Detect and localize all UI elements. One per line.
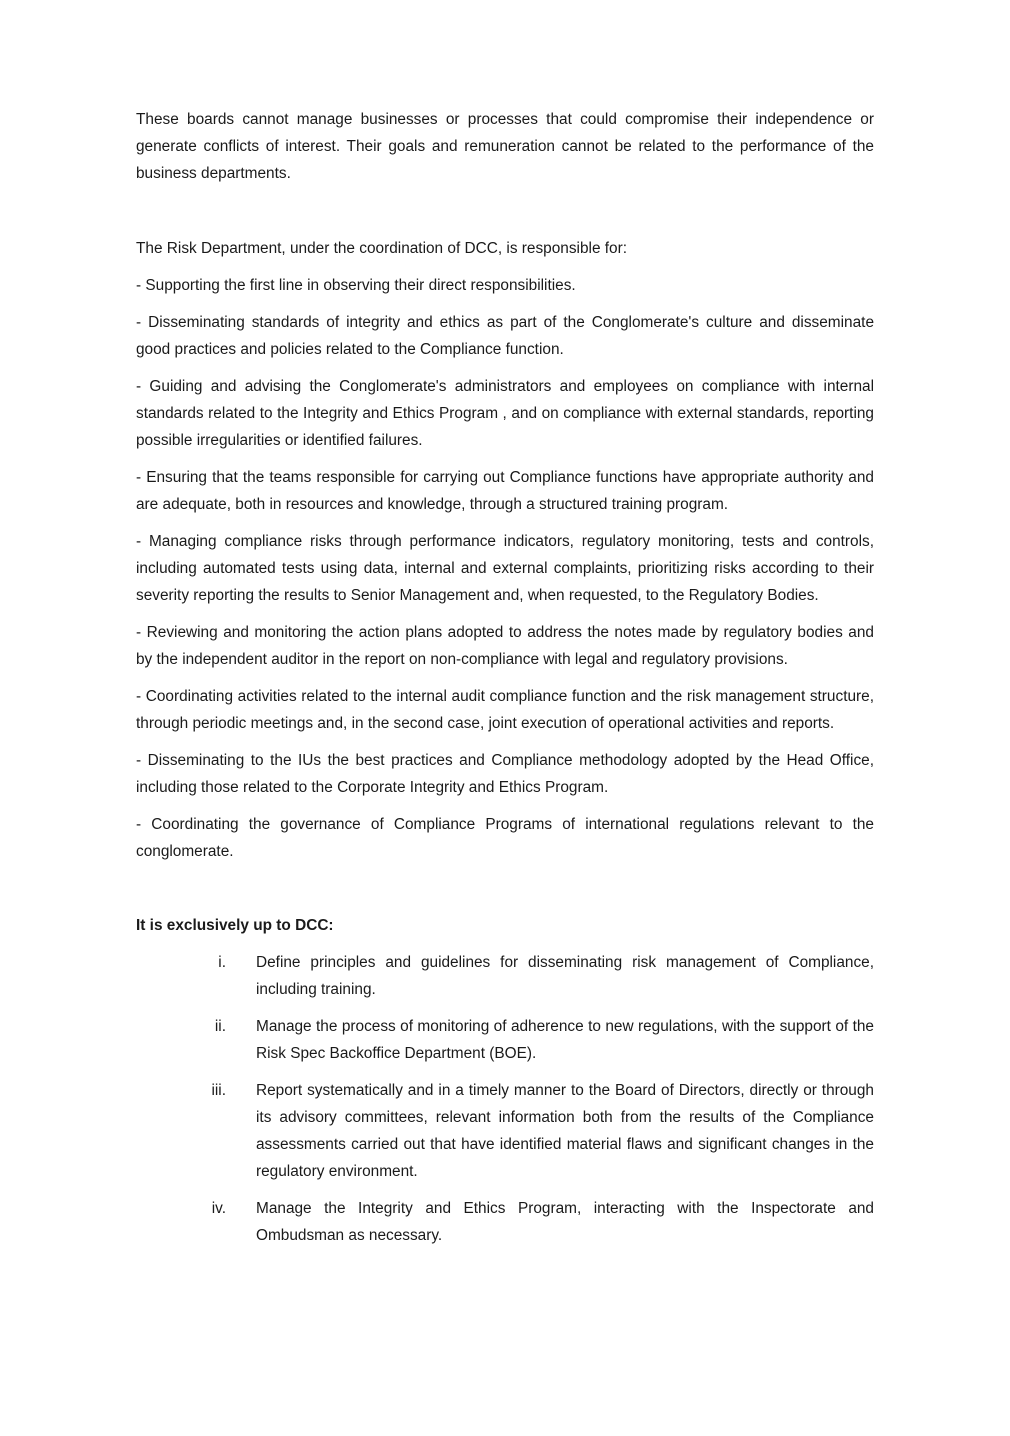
responsibilities-list — [136, 272, 874, 865]
responsibility-item: - Ensuring that the teams responsible for carrying out Compliance functions have appropriate authority and are adequate, both in resources and knowledge, through a structured training program. — [136, 469, 874, 513]
dcc-numbered-list — [136, 949, 874, 1249]
dcc-list-item — [136, 1013, 874, 1067]
list-marker: iv. — [211, 1200, 226, 1217]
dcc-list-item — [136, 1077, 874, 1185]
list-item-text: Define principles and guidelines for disseminating risk management of Compliance, including training. — [256, 954, 874, 998]
list-item-text: Manage the process of monitoring of adherence to new regulations, with the support of the Risk Spec Backoffice Department (BOE). — [256, 1018, 874, 1062]
list-marker: iii. — [211, 1082, 226, 1099]
dcc-list-item — [136, 1195, 874, 1249]
responsibility-item: - Guiding and advising the Conglomerate's administrators and employees on compliance with internal standards related to the Integrity and Ethics Program , and on compliance with external standards, reporting possible irregularities or identified failures. — [136, 378, 874, 449]
responsibility-item: - Disseminating to the IUs the best practices and Compliance methodology adopted by the Head Office, including those related to the Corporate Integrity and Ethics Program. — [136, 752, 874, 796]
responsibility-item: - Reviewing and monitoring the action plans adopted to address the notes made by regulatory bodies and by the independent auditor in the report on non-compliance with legal and regulatory provisions. — [136, 624, 874, 668]
list-marker: ii. — [214, 1018, 226, 1035]
responsibility-item: - Coordinating activities related to the internal audit compliance function and the risk management structure, through periodic meetings and, in the second case, joint execution of operational activities and reports. — [136, 688, 874, 732]
responsibility-item: - Supporting the first line in observing their direct responsibilities. — [136, 277, 576, 294]
dcc-list-item — [136, 949, 874, 1003]
list-item-text: Manage the Integrity and Ethics Program, interacting with the Inspectorate and Ombudsman as necessary. — [256, 1200, 874, 1244]
responsibility-item: - Managing compliance risks through performance indicators, regulatory monitoring, tests and controls, including automated tests using data, internal and external complaints, prioritizing risks according to their severity reporting the results to Senior Management and, when requested, to the Regulatory Bodies. — [136, 533, 874, 604]
responsibility-item: - Disseminating standards of integrity and ethics as part of the Conglomerate's culture and disseminate good practices and policies related to the Compliance function. — [136, 314, 874, 358]
intro-paragraph: These boards cannot manage businesses or processes that could compromise their independence or generate conflicts of interest. Their goals and remuneration cannot be related to the performance of the business departments. — [136, 111, 874, 182]
responsibility-item: - Coordinating the governance of Compliance Programs of international regulations relevant to the conglomerate. — [136, 816, 874, 860]
dcc-heading: It is exclusively up to DCC: — [136, 917, 334, 934]
list-marker: i. — [218, 954, 226, 971]
risk-department-lead: The Risk Department, under the coordination of DCC, is responsible for: — [136, 240, 628, 257]
document-page — [136, 106, 874, 1259]
list-item-text: Report systematically and in a timely manner to the Board of Directors, directly or through its advisory committees, relevant information both from the results of the Compliance assessments carried out that have identified material flaws and significant changes in the regulatory environment. — [256, 1082, 874, 1180]
